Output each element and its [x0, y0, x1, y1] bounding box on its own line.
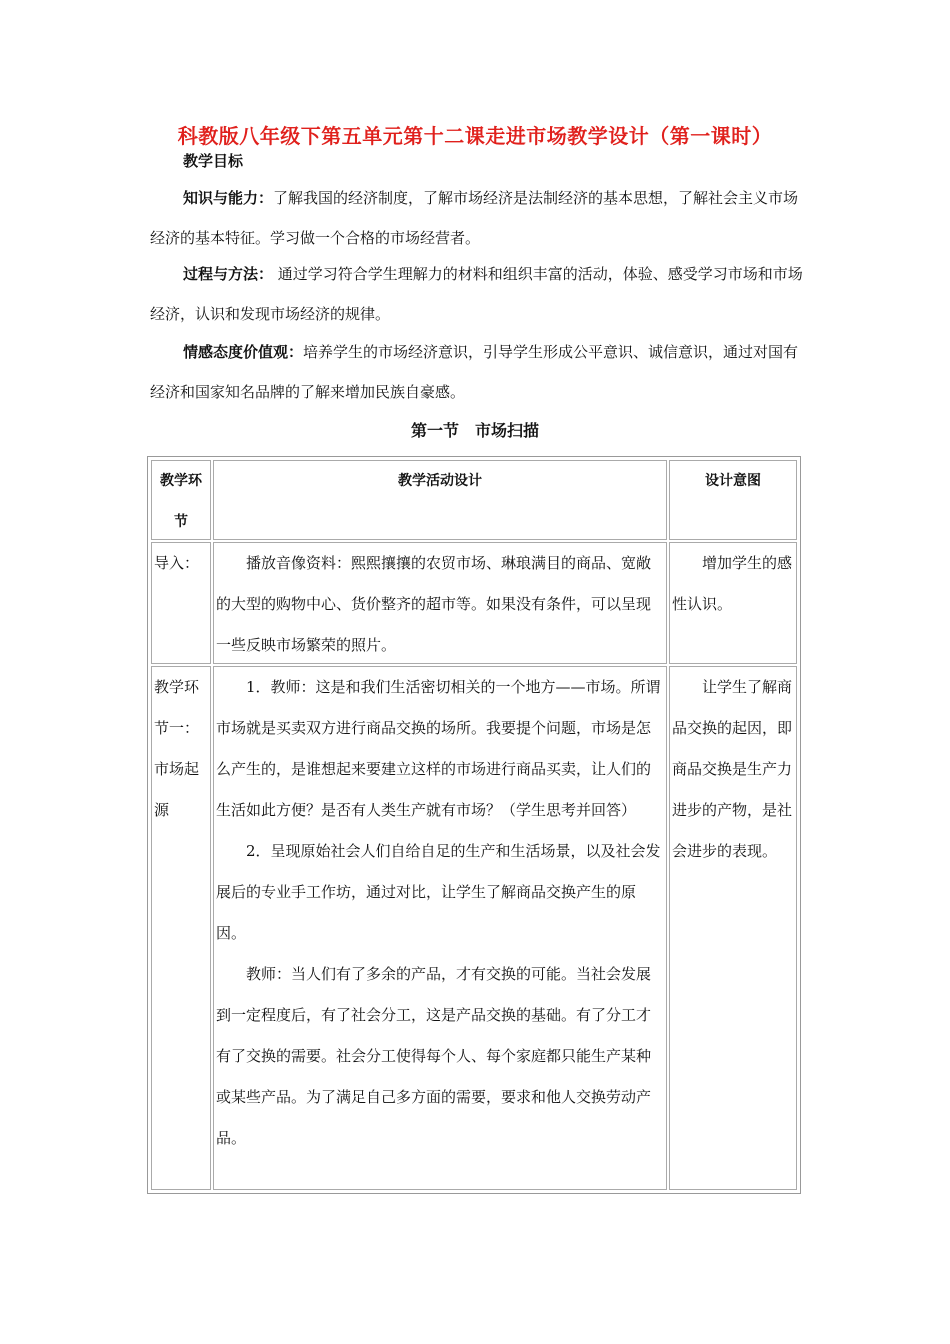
- section-title: 第一节 市场扫描: [410, 421, 539, 440]
- activity-paragraph: 教师：当人们有了多余的产品，才有交换的可能。当社会发展到一定程度后，有了社会分工，这是产品交换的基础。有了分工才有了交换的需要。社会分工使得每个人、每个家庭都只能生产某种或某些产品。为了满足自己多方面的需要，要求和他人交换劳动产品。: [216, 965, 652, 1147]
- table-cell-activity: [213, 666, 667, 1190]
- table-cell-stage: 导入：: [151, 542, 211, 664]
- table-cell-stage: 教学环节一：市场起源: [151, 666, 211, 1190]
- goal-text: 通过学习符合学生理解力的材料和组织丰富的活动，体验、感受学习市场和市场经济，认识和发现市场经济的规律。: [150, 265, 803, 323]
- activity-paragraph: 1．教师：这是和我们生活密切相关的一个地方——市场。所谓市场就是买卖双方进行商品交换的场所。我要提个问题，市场是怎么产生的，是谁想起来要建立这样的市场进行商品买卖，让人们的生活如此方便？是否有人类生产就有市场？（学生思考并回答）: [216, 678, 661, 819]
- goal-label: 情感态度价值观：: [183, 343, 304, 361]
- goals-heading: 教学目标: [183, 152, 244, 170]
- goal-label: 过程与方法：: [183, 265, 274, 283]
- activity-paragraph: 2．呈现原始社会人们自给自足的生产和生活场景，以及社会发展后的专业手工作坊，通过对比，让学生了解商品交换产生的原因。: [216, 842, 661, 942]
- goal-text: 培养学生的市场经济意识，引导学生形成公平意识、诚信意识，通过对国有经济和国家知名品牌的了解来增加民族自豪感。: [150, 343, 799, 401]
- table-cell-activity: 播放音像资料：熙熙攘攘的农贸市场、琳琅满目的商品、宽敞的大型的购物中心、货价整齐的超市等。如果没有条件，可以呈现一些反映市场繁荣的照片。: [213, 542, 667, 664]
- goal-emotion: [150, 332, 805, 412]
- goal-label: 知识与能力：: [183, 189, 274, 207]
- table-header-activity: 教学活动设计: [213, 460, 667, 540]
- table-header-intent: 设计意图: [669, 460, 797, 540]
- table-cell-intent: 增加学生的感性认识。: [669, 542, 797, 664]
- table-header-stage: 教学环节: [151, 460, 211, 540]
- table-cell-intent: 让学生了解商品交换的起因，即商品交换是生产力进步的产物，是社会进步的表现。: [669, 666, 797, 1190]
- goal-knowledge: [150, 178, 805, 258]
- lesson-table: [147, 456, 801, 1194]
- goal-text: 了解我国的经济制度，了解市场经济是法制经济的基本思想，了解社会主义市场经济的基本特征。学习做一个合格的市场经营者。: [150, 189, 799, 247]
- document-title: 科教版八年级下第五单元第十二课走进市场教学设计（第一课时）: [177, 124, 773, 148]
- goal-process: [150, 254, 805, 334]
